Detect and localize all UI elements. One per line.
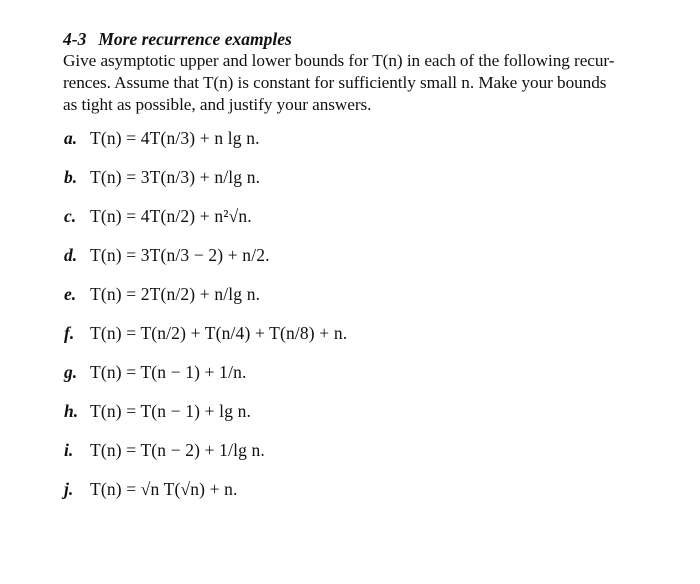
problem-heading (63, 28, 663, 50)
part-letter: f. (64, 323, 75, 343)
part-letter: e. (64, 284, 77, 304)
recurrence-equation: T(n) = 4T(n/2) + n²√n. (90, 206, 252, 226)
recurrence-item-b (64, 166, 347, 205)
intro-line: rences. Assume that T(n) is constant for sufficiently small n. Make your bounds (63, 73, 607, 92)
problem-page (63, 28, 663, 499)
recurrence-equation: T(n) = 3T(n/3) + n/lg n. (90, 167, 261, 187)
part-letter: g. (64, 362, 78, 382)
recurrence-item-c (64, 205, 347, 244)
recurrence-item-d (64, 244, 347, 283)
problem-number: 4-3 (63, 29, 87, 49)
recurrence-item-f (64, 322, 347, 361)
part-letter: h. (64, 401, 79, 421)
part-letter: b. (64, 167, 78, 187)
recurrence-equation: T(n) = 3T(n/3 − 2) + n/2. (90, 245, 270, 265)
problem-title: More recurrence examples (98, 29, 292, 49)
recurrence-item-h (64, 400, 347, 439)
recurrence-equation: T(n) = T(n/2) + T(n/4) + T(n/8) + n. (90, 323, 348, 343)
recurrence-item-e (64, 283, 347, 322)
recurrence-equation: T(n) = √n T(√n) + n. (90, 479, 238, 499)
recurrence-equation: T(n) = T(n − 1) + 1/n. (90, 362, 247, 382)
recurrence-equation: T(n) = 2T(n/2) + n/lg n. (90, 284, 261, 304)
part-letter: d. (64, 245, 78, 265)
intro-line: Give asymptotic upper and lower bounds for T(n) in each of the following recur- (63, 51, 615, 70)
part-letter: j. (64, 479, 74, 499)
intro-line: as tight as possible, and justify your answers. (63, 95, 372, 114)
recurrence-item-a (64, 127, 347, 166)
recurrence-item-j (64, 478, 347, 517)
part-letter: c. (64, 206, 77, 226)
part-letter: i. (64, 440, 74, 460)
recurrence-equation: T(n) = T(n − 2) + 1/lg n. (90, 440, 265, 460)
recurrence-item-i (64, 439, 347, 478)
part-letter: a. (64, 128, 78, 148)
recurrence-equation: T(n) = T(n − 1) + lg n. (90, 401, 252, 421)
recurrence-item-g (64, 361, 347, 400)
recurrence-equation: T(n) = 4T(n/3) + n lg n. (90, 128, 260, 148)
recurrence-list (64, 127, 347, 517)
problem-intro (63, 50, 663, 116)
